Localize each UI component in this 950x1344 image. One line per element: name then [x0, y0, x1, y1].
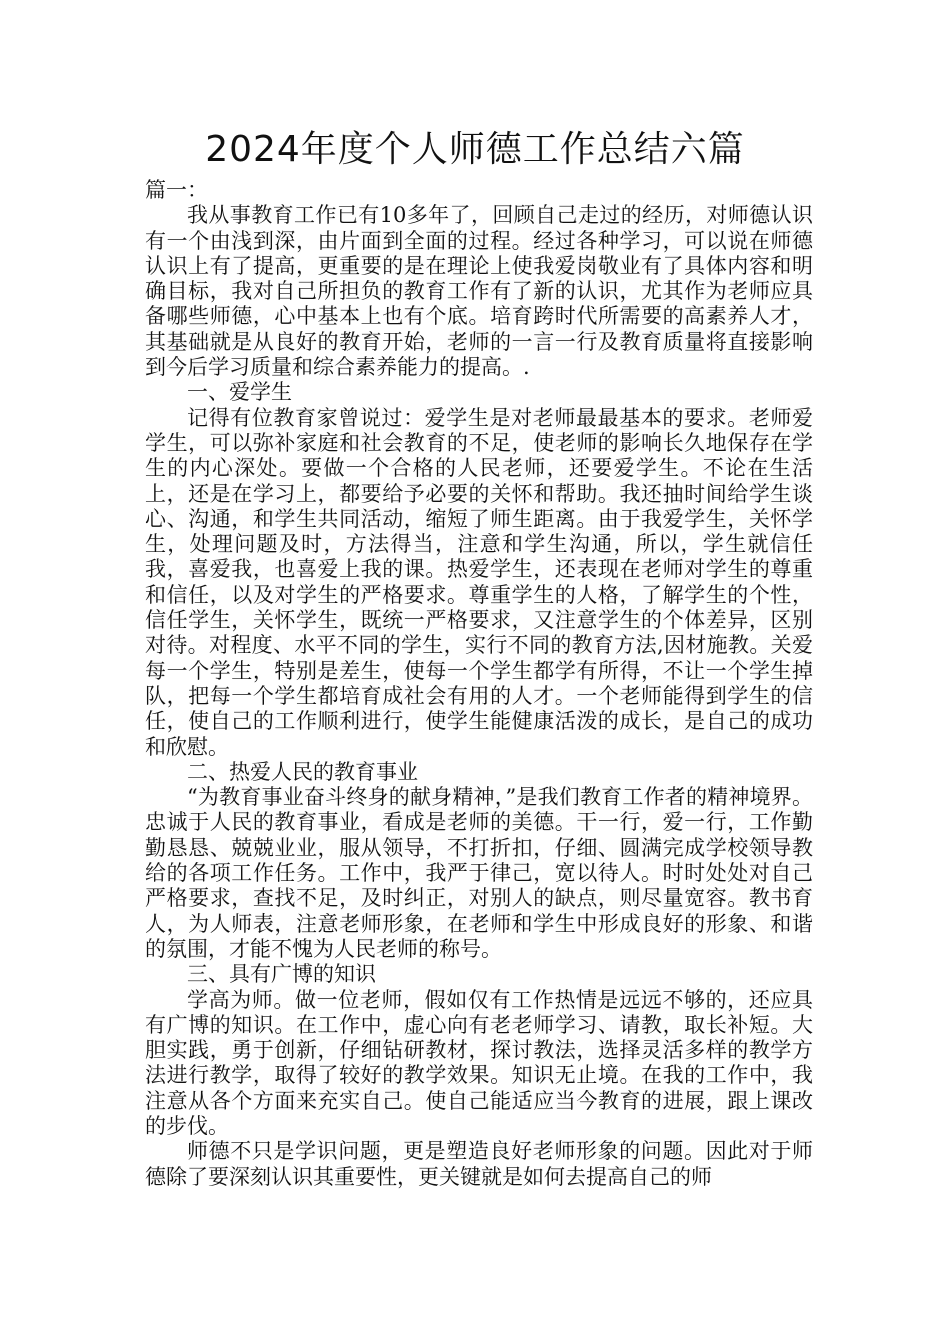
heading-broad-knowledge: 三、具有广博的知识 [187, 962, 376, 987]
paragraph-love-education: “为教育事业奋斗终身的献身精神，”是我们教育工作者的精神境界。忠诚于人民的教育事业，看成是老师的美德。干一行，爱一行，工作勤勤恳恳、兢兢业业，服从领导，不打折扣，仔细、圆满完成学校领导教给的各项工作任务。工作中，我严于律己，宽以待人。时时处处对自己严格要求，查找不足，及时纠正，对别人的缺点，则尽量宽容。教书育人，为人师表，注意老师形象，在老师和学生中形成良好的形象、和谐的氛围，才能不愧为人民老师的称号。 [145, 785, 813, 961]
paragraph-intro: 我从事教育工作已有10多年了，回顾自己走过的经历，对师德认识有一个由浅到深，由片面到全面的过程。经过各种学习，可以说在师德认识上有了提高，更重要的是在理论上使我爱岗敬业有了具体内容和明确目标，我对自己所担负的教育工作有了新的认识，尤其作为老师应具备哪些师德，心中基本上也有个底。培育跨时代所需要的高素养人才，其基础就是从良好的教育开始，老师的一言一行及教育质量将直接影响到今后学习质量和综合素养能力的提高。. [145, 203, 813, 380]
document-body [145, 178, 813, 1190]
paragraph-love-students: 记得有位教育家曾说过：爱学生是对老师最最基本的要求。老师爱学生，可以弥补家庭和社会教育的不足，使老师的影响长久地保存在学生的内心深处。要做一个合格的人民老师，还要爱学生。不论在生活上，还是在学习上，都要给予必要的关怀和帮助。我还抽时间给学生谈心、沟通，和学生共同活动，缩短了师生距离。由于我爱学生，关怀学生，处理问题及时，方法得当，注意和学生沟通，所以，学生就信任我，喜爱我，也喜爱上我的课。热爱学生，还表现在老师对学生的尊重和信任，以及对学生的严格要求。尊重学生的人格，了解学生的个性，信任学生，关怀学生，既统一严格要求，又注意学生的个体差异，区别对待。对程度、水平不同的学生，实行不同的教育方法,因材施教。关爱每一个学生，特别是差生，使每一个学生都学有所得，不让一个学生掉队，把每一个学生都培育成社会有用的人才。一个老师能得到学生的信任，使自己的工作顺利进行，使学生能健康活泼的成长，是自己的成功和欣慰。 [145, 405, 813, 759]
heading-love-students: 一、爱学生 [187, 380, 292, 405]
section-label: 篇一： [145, 178, 208, 202]
heading-love-education: 二、热爱人民的教育事业 [187, 759, 418, 784]
paragraph-teacher-ethics: 师德不只是学识问题，更是塑造良好老师形象的问题。因此对于师德除了要深刻认识其重要性，更关键就是如何去提高自己的师 [145, 1139, 813, 1189]
paragraph-broad-knowledge: 学高为师。做一位老师，假如仅有工作热情是远远不够的，还应具有广博的知识。在工作中，虚心向有老老师学习、请教，取长补短。大胆实践，勇于创新，仔细钻研教材，探讨教法，选择灵活多样的教学方法进行教学，取得了较好的教学效果。知识无止境。在我的工作中，我注意从各个方面来充实自己。使自己能适应当今教育的进展，跟上课改的步伐。 [145, 987, 813, 1138]
document-title: 2024年度个人师德工作总结六篇 [205, 129, 745, 170]
